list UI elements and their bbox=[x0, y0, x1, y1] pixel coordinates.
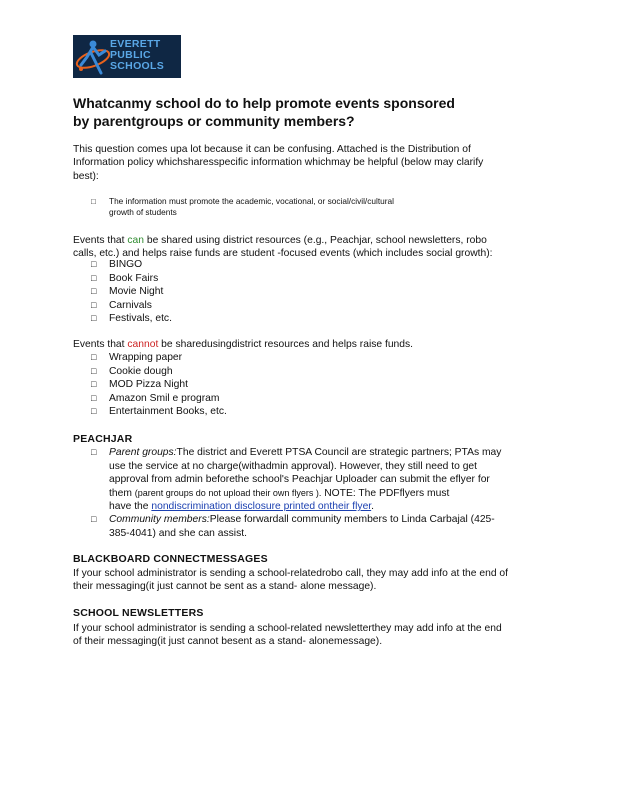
bullet-marker-icon: □ bbox=[91, 352, 97, 362]
newsletters-heading: SCHOOL NEWSLETTERS bbox=[73, 607, 204, 619]
bullet-marker-icon: □ bbox=[91, 514, 97, 524]
can-events-list bbox=[91, 258, 172, 326]
cannot-keyword: cannot bbox=[127, 339, 159, 350]
bullet-marker-icon: □ bbox=[91, 299, 97, 310]
cannot-section-intro: Events that cannot be sharedusingdistrict resources and helps raise funds. bbox=[73, 339, 414, 350]
bullet-marker-icon: □ bbox=[91, 392, 97, 403]
page-title: Whatcanmy school do to help promote events sponsored by parentgroups or community members? bbox=[73, 95, 455, 129]
list-item: □ Entertainment Books, etc. bbox=[91, 406, 227, 418]
list-item: □ Carnivals bbox=[91, 299, 152, 311]
bullet-marker-icon: □ bbox=[91, 447, 97, 457]
list-item: □ MOD Pizza Night bbox=[91, 379, 188, 391]
bullet-marker-icon: □ bbox=[91, 379, 97, 390]
bullet-marker-icon: □ bbox=[91, 313, 97, 324]
logo-wordmark: EVERETT PUBLIC SCHOOLS bbox=[110, 38, 165, 72]
list-item: □ Cookie dough bbox=[91, 365, 173, 377]
bullet-marker-icon: □ bbox=[91, 197, 96, 206]
can-section-intro: Events that can be shared using district resources (e.g., Peachjar, school newsletters, robo calls, etc.) and helps raise funds are student -focused events (which includes social growth): bbox=[73, 235, 493, 260]
bullet-marker-icon: □ bbox=[91, 259, 97, 269]
bullet-marker-icon: □ bbox=[91, 406, 97, 417]
blackboard-paragraph: If your school administrator is sending a school-relatedrobo call, they may add info at the end of their messaging(it just cannot be sent as a stand- alone message). bbox=[73, 568, 508, 593]
bullet-marker-icon: □ bbox=[91, 286, 97, 297]
list-item: □ Movie Night bbox=[91, 286, 164, 298]
newsletters-paragraph: If your school administrator is sending a school-related newsletterthey may add info at the end of their messaging(it just cannot besent as a stand- alonemessage). bbox=[73, 623, 502, 648]
list-item: □ BINGO bbox=[91, 259, 143, 270]
peachjar-heading: PEACHJAR bbox=[73, 433, 133, 445]
intro-paragraph: This question comes upa lot because it can be confusing. Attached is the Distribution of Information policy whichsharesspecific information whichmay be helpful (below may clarify best): bbox=[73, 144, 484, 182]
cannot-events-list bbox=[91, 351, 227, 419]
list-item: □ Wrapping paper bbox=[91, 352, 183, 363]
nondiscrimination-disclosure-link[interactable]: nondiscrimination disclosure printed ontheir flyer bbox=[151, 501, 372, 513]
blackboard-heading: BLACKBOARD CONNECTMESSAGES bbox=[73, 553, 268, 565]
bullet-marker-icon: □ bbox=[91, 365, 97, 376]
document-page: EVERETT PUBLIC SCHOOLS Whatcanmy school do to help promote events sponsored by parentgroups or community members? This question comes upa lot because it can be confusing. Attached is the Distribution of Information policy whichsharesspecific information whichmay be helpful (below may clarify best): □ The information must promote the academic, vocational, or social/civil/cultural growth of students Events that can be shared using district resources (e.g., Peachjar, school newsletters, robo calls, etc.) and helps raise funds are student -focused events (which includes social growth): □ BINGO □ Book Fairs □ Movie Night □ Carnivals □ Festivals, etc. Events that cannot be sharedusingdistrict resources and helps raise funds. □ Wrapping paper □ Cookie dough □ MOD Pizza Night □ Amazon Smil e program □ Entertainment Books, etc. PEACHJAR □ Parent groups:The district and Everett PTSA Council are strategic partners; PTAs may use the service at no charge(withadmin approval). However, they still need to get approval from admin beforethe school's Peachjar Uploader can submit the eflyer for them (parent groups do not upload their own flyers ). NOTE: The PDFflyers must have the nondiscrimination disclosure printed ontheir flyer. □ Community members:Please forwardall community members to Linda Carbajal (425- 385-4041) and she can assist. BLACKBOARD CONNECTMESSAGES If your school administrator is sending a school-relatedrobo call, they may add info at the end of their messaging(it just cannot be sent as a stand- alone message). SCHOOL NEWSLETTERS If your school administrator is sending a school-related newsletterthey may add info at the end of their messaging(it just cannot besent as a stand- alonemessage). bbox=[0, 0, 618, 800]
everett-public-schools-logo bbox=[73, 35, 181, 78]
bullet-marker-icon: □ bbox=[91, 272, 97, 283]
list-item: □ Amazon Smil e program bbox=[91, 392, 220, 404]
list-item: □ Book Fairs bbox=[91, 272, 159, 284]
can-keyword: can bbox=[127, 235, 144, 246]
list-item: □ Festivals, etc. bbox=[91, 313, 172, 325]
